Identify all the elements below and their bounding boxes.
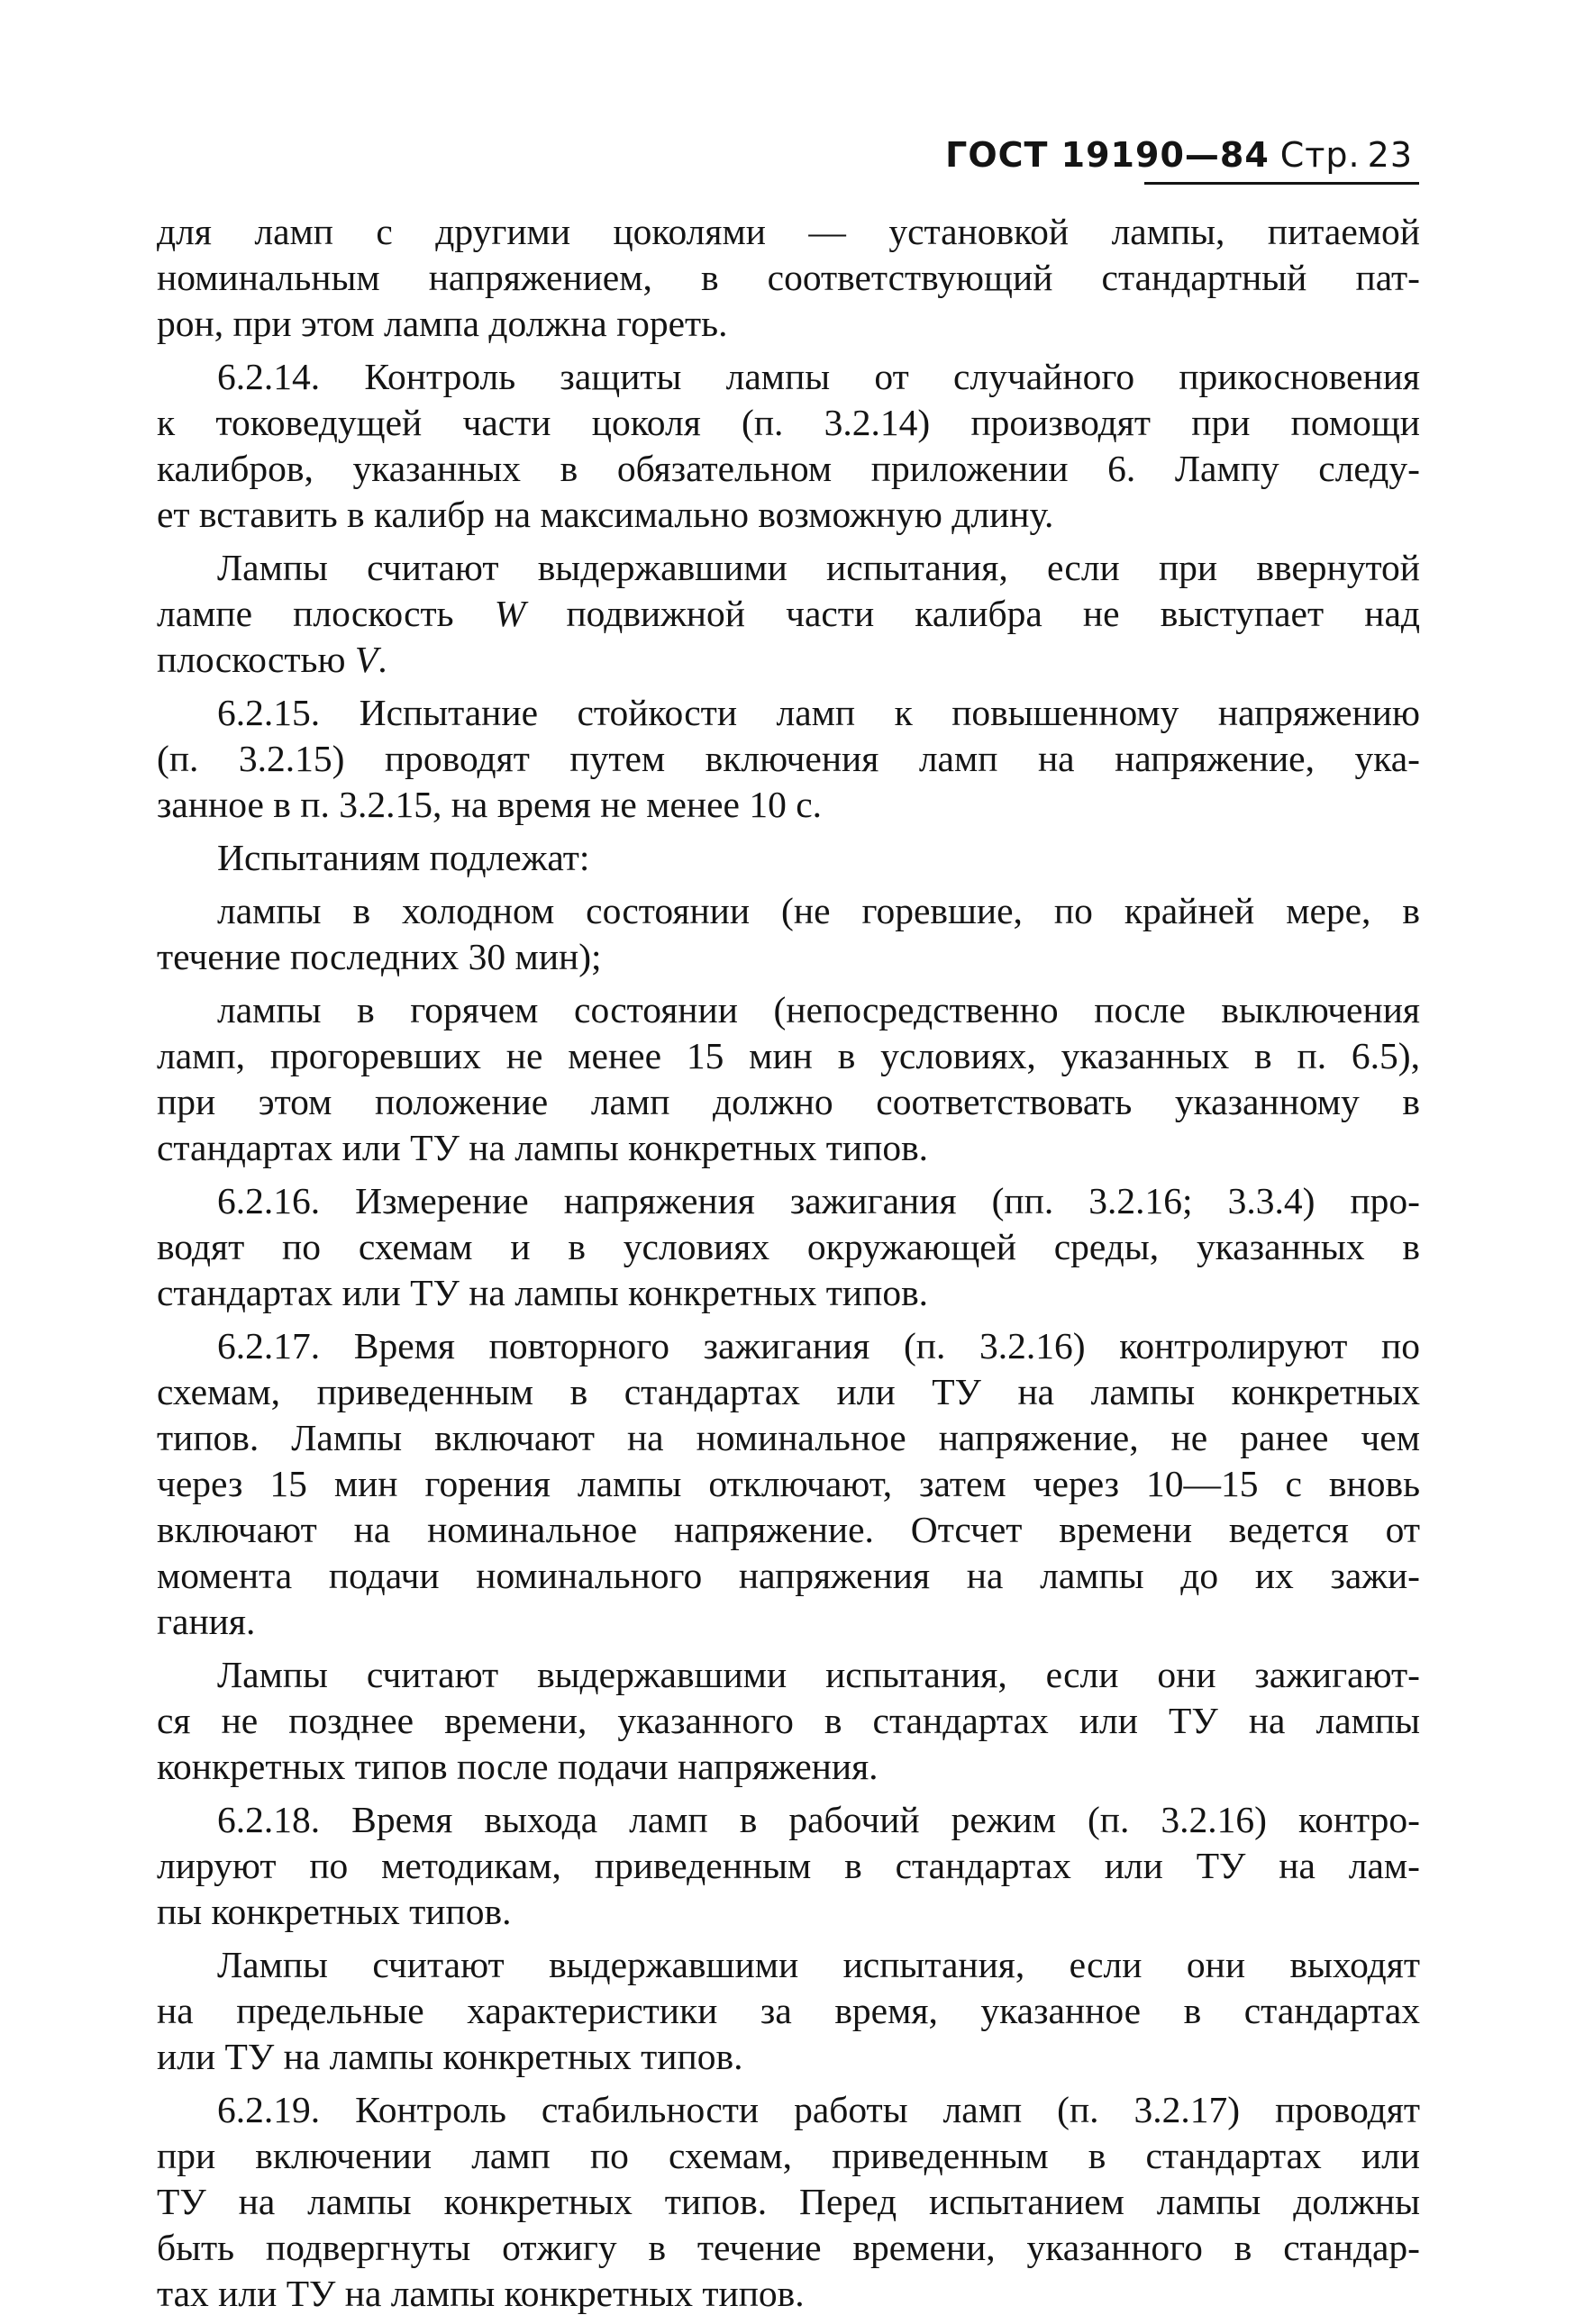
paragraph-6-2-16 — [157, 1178, 1420, 1316]
text-line: водят по схемам и в условиях окружающей среды, указанных в — [157, 1226, 1420, 1267]
text-line: гания. — [157, 1601, 256, 1642]
text-line: лируют по методикам, приведенным в стандартах или ТУ на лам- — [157, 1845, 1420, 1886]
paragraph-6-2-17 — [157, 1323, 1420, 1645]
text-line: занное в п. 3.2.15, на время не менее 10 с. — [157, 784, 822, 825]
text-line: через 15 мин горения лампы отключают, затем через 10—15 с вновь — [157, 1463, 1420, 1504]
text-line: лампы в горячем состоянии (непосредственно после выключения — [217, 989, 1420, 1030]
header-rule — [1144, 182, 1419, 185]
text-line: типов. Лампы включают на номинальное напряжение, не ранее чем — [157, 1417, 1420, 1458]
text-line: течение последних 30 мин); — [157, 936, 602, 977]
body-text — [157, 209, 1420, 2324]
text-line: Лампы считают выдержавшими испытания, если они зажигают- — [217, 1654, 1420, 1695]
running-header — [945, 135, 1413, 175]
paragraph-6-2-14-result — [157, 545, 1420, 683]
text-line: Лампы считают выдержавшими испытания, если при ввернутой — [217, 547, 1420, 588]
text-line: стандартах или ТУ на лампы конкретных типов. — [157, 1127, 929, 1168]
text-line: номинальным напряжением, в соответствующий стандартный пат- — [157, 257, 1420, 298]
text-line: ся не позднее времени, указанного в стандартах или ТУ на лампы — [157, 1700, 1420, 1741]
paragraph-6-2-19 — [157, 2087, 1420, 2317]
text-line: на предельные характеристики за время, указанное в стандартах — [157, 1990, 1420, 2031]
text-line: пы конкретных типов. — [157, 1891, 512, 1932]
text-line: тах или ТУ на лампы конкретных типов. — [157, 2273, 805, 2314]
text-line: ет вставить в калибр на максимально возможную длину. — [157, 494, 1054, 535]
page-label: Стр. — [1279, 135, 1361, 175]
paragraph-6-2-15-cold — [157, 888, 1420, 980]
text-line: схемам, приведенным в стандартах или ТУ на лампы конкретных — [157, 1371, 1420, 1412]
paragraph-intro — [157, 209, 1420, 347]
text-line: 6.2.19. Контроль стабильности работы ламп (п. 3.2.17) проводят — [217, 2089, 1420, 2130]
text-line: ТУ на лампы конкретных типов. Перед испытанием лампы должны — [157, 2181, 1420, 2222]
text-line: калибров, указанных в обязательном приложении 6. Лампу следу- — [157, 448, 1420, 489]
text-line: 6.2.18. Время выхода ламп в рабочий режим (п. 3.2.16) контро- — [217, 1799, 1420, 1840]
paragraph-6-2-15-subject — [157, 835, 1420, 881]
text-line: Испытаниям подлежат: — [217, 837, 590, 878]
text-line: 6.2.15. Испытание стойкости ламп к повышенному напряжению — [217, 692, 1420, 733]
text-line: для ламп с другими цоколями — установкой лампы, питаемой — [157, 211, 1420, 252]
text-line: включают на номинальное напряжение. Отсчет времени ведется от — [157, 1509, 1420, 1550]
text-line: лампы в холодном состоянии (не горевшие, по крайней мере, в — [217, 890, 1420, 931]
text-line: при этом положение ламп должно соответствовать указанному в — [157, 1081, 1420, 1122]
text-line: быть подвергнуты отжигу в течение времени, указанного в стандар- — [157, 2227, 1420, 2268]
text-line: стандартах или ТУ на лампы конкретных типов. — [157, 1272, 929, 1313]
text-line: ламп, прогоревших не менее 15 мин в условиях, указанных в п. 6.5), — [157, 1035, 1420, 1076]
text-line: 6.2.17. Время повторного зажигания (п. 3.2.16) контролируют по — [217, 1325, 1420, 1366]
text-line: лампе плоскость W подвижной части калибра не выступает над — [157, 593, 1420, 634]
standard-id: ГОСТ 19190—84 — [945, 135, 1270, 175]
paragraph-6-2-15 — [157, 690, 1420, 828]
text-line: (п. 3.2.15) проводят путем включения ламп на напряжение, ука- — [157, 738, 1420, 779]
page-number: 23 — [1367, 135, 1413, 175]
text-line: момента подачи номинального напряжения на лампы до их зажи- — [157, 1555, 1420, 1596]
text-line: при включении ламп по схемам, приведенным в стандартах или — [157, 2135, 1420, 2176]
paragraph-6-2-18 — [157, 1797, 1420, 1935]
text-line: 6.2.16. Измерение напряжения зажигания (пп. 3.2.16; 3.3.4) про- — [217, 1180, 1420, 1221]
paragraph-6-2-18-result — [157, 1942, 1420, 2080]
text-line: или ТУ на лампы конкретных типов. — [157, 2036, 743, 2077]
paragraph-6-2-17-result — [157, 1652, 1420, 1790]
paragraph-6-2-14 — [157, 354, 1420, 538]
text-line: к токоведущей части цоколя (п. 3.2.14) производят при помощи — [157, 402, 1420, 443]
text-line: Лампы считают выдержавшими испытания, если они выходят — [217, 1944, 1420, 1985]
text-line: 6.2.14. Контроль защиты лампы от случайного прикосновения — [217, 356, 1420, 397]
text-line: плоскостью V. — [157, 639, 387, 680]
text-line: рон, при этом лампа должна гореть. — [157, 303, 728, 344]
text-line: конкретных типов после подачи напряжения. — [157, 1746, 879, 1787]
paragraph-6-2-15-hot — [157, 987, 1420, 1171]
